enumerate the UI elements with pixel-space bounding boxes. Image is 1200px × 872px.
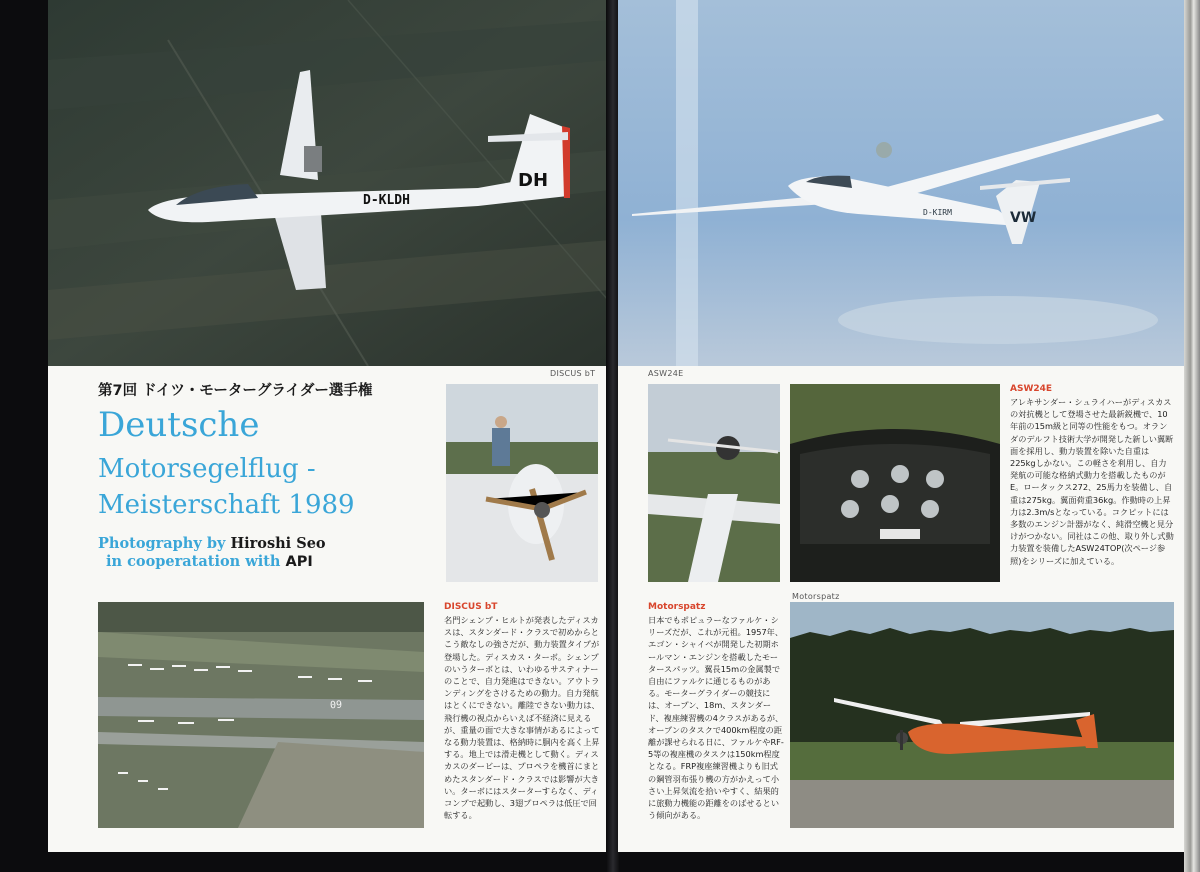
asw24e-caption-body: アレキサンダー・シュライハーがディスカスの対抗機として登場させた最新鋭機で、10年前の15m級と同等の性能をもつ。オランダのデルフト技術大学が開発した新しい翼断面を採用し、動力装置を除いた自重は225kgしかない。この軽さを利用し、自力発航の可能な格納式動力を搭載したものがE。ロータックス272、25馬力を装備し、自重は275kg。翼面荷重36kg。作動時の上昇力は2.3m/sとなっている。コクピットには多数のエンジン計器がなく、純滑空機と見分けがつかない。同社はこの他、取り外し式動力装置を装備したASW24TOP(次ページ参照)をシリーズに加えている。: [1010, 397, 1174, 566]
glider-tail-code: DH: [518, 170, 549, 191]
airfield-aerial-photo: [98, 602, 424, 828]
asw24e-registration: D-KIRM: [923, 208, 952, 217]
right-page: [618, 0, 1184, 852]
discus-caption-title: DISCUS bT: [444, 602, 498, 612]
title-line-1: Deutsche: [98, 405, 260, 445]
discus-photo-label: DISCUS bT: [550, 369, 596, 378]
credit-prefix-2: in cooperatation with: [106, 553, 281, 570]
asw24e-caption-title: ASW24E: [1010, 384, 1053, 394]
title-line-3: Meisterschaft 1989: [98, 490, 355, 520]
photographer-name: Hiroshi Seo: [230, 535, 326, 552]
discus-flight-photo: [48, 0, 610, 366]
propeller-photo: [446, 384, 598, 582]
asw24e-cockpit-photo: [790, 384, 1000, 582]
cooperation-org: API: [285, 554, 313, 570]
discus-caption-body: 名門シェンプ・ヒルトが発表したディスカスは、スタンダード・クラスで初めからとこう敵なしの強さだが、動力装置タイプが登場した。ディスカス・ターボ。シェンプのいうターボとは、いわゆるサスティナーのことで、自力発進はできない。アウトランディングをさけるための動力。自力発航はとくにできない。離陸できない動力は、飛行機の視点からいえば不経済に見えるが、重量の面で大きな事情があるによってなる動力装置は、格納時に胴内を高く上昇する。地上では滑走機として動く。ディスカスのダービーは、プロペラを機首にまとめたスタンダード・クラスでは影響が大きい。ターボにはスターターすらなく、ディコンプで起動し、3翅プロペラは低圧で回転する。: [444, 615, 600, 821]
page-stack-edge: [1184, 0, 1200, 872]
asw24e-tail-code: VW: [1010, 210, 1037, 226]
title-line-2: Motorsegelflug -: [98, 454, 316, 484]
asw24e-engine-photo: [648, 384, 780, 582]
motorspatz-photo: [790, 602, 1174, 828]
asw24e-photo-label: ASW24E: [648, 369, 684, 378]
headline-japanese: 第7回 ドイツ・モーターグライダー選手権: [98, 383, 373, 399]
credit-line-2: [106, 553, 313, 570]
motorspatz-photo-label: Motorspatz: [792, 592, 840, 601]
motorspatz-caption-title: Motorspatz: [648, 602, 706, 612]
credit-prefix-1: Photography by: [98, 535, 226, 552]
glider-registration: D-KLDH: [363, 193, 410, 208]
motorspatz-caption-body: 日本でもポピュラーなファルケ・シリーズだが、これが元祖。1957年、エゴン・シャイベが開発した初期ホールマン・エンジンを搭載したモータースパッツ。翼長15mの金属製で自由にファルケに通じるものがある。モーターグライダーの競技には、オープン、18m、スタンダード、複座練習機の4クラスがあるが、オープンのタスクで400km程度の距離が課せられる日に、ファルケやRF-5等の複座機のタスクは150km程度となる。FRP複座練習機よりも旧式の鋼管羽布張り機の方がかえって小さい上昇気流を拾いやすく、結果的に旅動力機能の距離をのばせるという傾向がある。: [648, 615, 784, 821]
runway-marking: 09: [329, 699, 343, 712]
left-page: [48, 0, 610, 852]
asw24e-flight-photo: [618, 0, 1184, 366]
credit-line-1: [98, 535, 326, 552]
